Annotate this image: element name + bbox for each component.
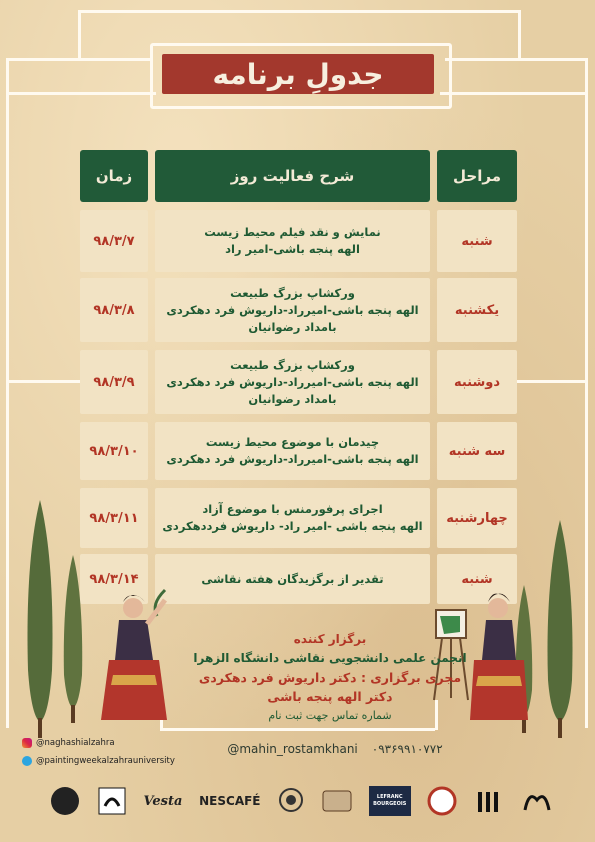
organizer-runner-line2: دکتر الهه پنجه باشی xyxy=(267,689,393,704)
instagram-icon xyxy=(22,738,32,748)
logo-ornament xyxy=(277,786,305,816)
frame-line xyxy=(440,92,588,95)
organizer-group: انجمن علمی دانشجویی نقاشی دانشگاه الزهرا xyxy=(193,651,467,665)
logo-nescafe: NESCAFÉ xyxy=(199,794,261,808)
date-label: ۹۸/۳/۱۴ xyxy=(89,571,139,587)
frame-line xyxy=(445,58,588,61)
frame-line xyxy=(78,10,81,58)
date-label: ۹۸/۳/۱۱ xyxy=(89,510,139,526)
description-text xyxy=(162,501,422,535)
table-row-description xyxy=(155,350,430,414)
frame-line xyxy=(515,380,588,383)
cypress-tree-right xyxy=(540,520,580,740)
description-line: الهه پنجه باشی-امیرراد-داریوش فرد دهکردی xyxy=(166,302,419,317)
social-telegram[interactable] xyxy=(22,756,175,766)
description-line: الهه پنجه باشی -امیر راد- داریوش فرددهکردی xyxy=(162,519,423,533)
table-row-date xyxy=(80,210,148,272)
description-line: بامداد رضوانیان xyxy=(248,319,337,334)
date-label: ۹۸/۳/۷ xyxy=(93,233,135,249)
description-text xyxy=(166,434,418,468)
stage-label: چهارشنبه xyxy=(446,510,508,526)
header-time: زمان xyxy=(80,150,148,202)
table-row-date xyxy=(80,422,148,480)
sponsor-logos xyxy=(50,782,555,820)
date-label: ۹۸/۳/۹ xyxy=(93,374,135,390)
contact-handle[interactable]: @mahin_rostamkhani xyxy=(227,742,358,756)
table-row-date xyxy=(80,350,148,414)
header-description: شرح فعالیت روز xyxy=(155,150,430,202)
description-text xyxy=(166,357,418,408)
description-line: تقدیر از برگزیدگان هفته نقاشی xyxy=(201,571,384,586)
description-text xyxy=(166,285,418,336)
table-row-stage xyxy=(437,422,517,480)
description-line: ورکشاپ بزرگ طبیعت xyxy=(230,285,355,300)
telegram-icon xyxy=(22,756,32,766)
organizer-block xyxy=(190,630,470,725)
frame-line xyxy=(78,10,518,13)
description-text xyxy=(204,224,381,258)
registration-label: شماره تماس جهت ثبت نام xyxy=(268,709,392,722)
contact-line xyxy=(185,742,485,756)
frame-line xyxy=(518,10,521,58)
frame-line xyxy=(585,58,588,728)
table-row-description xyxy=(155,210,430,272)
logo-vesta: Vesta xyxy=(143,793,183,809)
logo-square-calligraphy xyxy=(97,786,127,816)
frame-line xyxy=(160,728,435,731)
stage-label: یکشنبه xyxy=(454,302,500,318)
table-row-date xyxy=(80,488,148,548)
telegram-handle[interactable]: @paintingweekalzahrauniversity xyxy=(36,756,175,766)
organizer-heading: برگزار کننده xyxy=(293,632,367,646)
date-label: ۹۸/۳/۱۰ xyxy=(89,443,139,459)
stage-label: دوشنبه xyxy=(453,374,501,390)
page-title: جدولِ برنامه xyxy=(162,54,434,94)
description-line: الهه پنجه باشی-امیرراد-داریوش فرد دهکردی xyxy=(166,374,419,389)
table-row-date xyxy=(80,278,148,342)
description-line: اجرای پرفورمنس با موضوع آزاد xyxy=(202,502,383,516)
table-row-description xyxy=(155,278,430,342)
frame-line xyxy=(6,58,9,728)
description-line: بامداد رضوانیان xyxy=(248,391,337,406)
description-line: چیدمان با موضوع محیط زیست xyxy=(205,435,380,449)
table-row-description xyxy=(155,554,430,604)
stage-label: شنبه xyxy=(461,571,493,587)
table-row-stage xyxy=(437,488,517,548)
description-line: ورکشاپ بزرگ طبیعت xyxy=(230,357,355,372)
social-instagram[interactable] xyxy=(22,738,115,748)
header-stage: مراحل xyxy=(437,150,517,202)
description-line: الهه پنجه باشی-امیرراد-داریوش فرد دهکردی xyxy=(166,452,419,466)
frame-line xyxy=(6,58,151,61)
frame-line xyxy=(6,92,156,95)
contact-phone[interactable]: ۰۹۳۶۹۹۱۰۷۷۲ xyxy=(371,742,443,756)
date-label: ۹۸/۳/۸ xyxy=(93,302,135,318)
qajar-figure-left-illustration xyxy=(95,580,175,730)
frame-line xyxy=(6,380,86,383)
table-row-description xyxy=(155,422,430,480)
logo-university xyxy=(519,786,555,816)
logo-lefranc: LEFRANC BOURGEOIS xyxy=(369,786,411,816)
logo-columns xyxy=(474,786,502,816)
organizer-runner-line1: مجری برگزاری : دکتر داریوش فرد دهکردی xyxy=(198,670,462,685)
logo-circle-black xyxy=(50,786,80,816)
table-row-stage xyxy=(437,210,517,272)
instagram-handle[interactable]: @naghashialzahra xyxy=(36,738,115,748)
description-line: نمایش و نقد فیلم محیط زیست xyxy=(204,225,381,239)
logo-red-circle xyxy=(427,786,457,816)
cypress-tree-left-small xyxy=(58,555,88,725)
stage-label: سه شنبه xyxy=(448,443,506,459)
description-text xyxy=(201,571,383,588)
logo-brown-badge xyxy=(322,786,352,816)
stage-label: شنبه xyxy=(461,233,493,249)
table-row-stage xyxy=(437,350,517,414)
cypress-tree-left xyxy=(20,500,60,740)
table-row-description xyxy=(155,488,430,548)
table-row-stage xyxy=(437,278,517,342)
description-line: الهه پنجه باشی-امیر راد xyxy=(225,242,360,256)
